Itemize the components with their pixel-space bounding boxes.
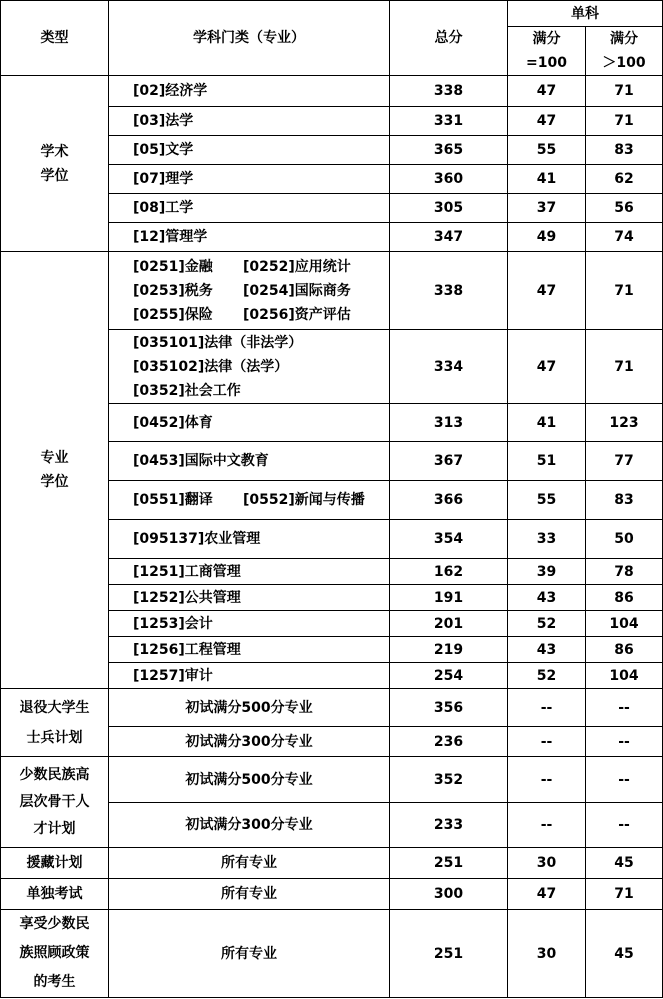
- scoregt100-cell: --: [586, 803, 663, 848]
- scoregt100-cell: 83: [586, 481, 663, 520]
- group-veteran: 退役大学生 士兵计划: [1, 689, 109, 757]
- total-cell: 360: [390, 165, 508, 194]
- total-cell: 338: [390, 76, 508, 107]
- table-row: [1, 76, 663, 107]
- scoregt100-cell: 78: [586, 559, 663, 585]
- scoregt100-cell: --: [586, 727, 663, 757]
- scoregt100-cell: 104: [586, 663, 663, 689]
- total-cell: 331: [390, 107, 508, 136]
- score100-cell: 43: [508, 637, 586, 663]
- score100-cell: 47: [508, 330, 586, 404]
- scoregt100-cell: 71: [586, 252, 663, 330]
- subject-cell: [05]文学: [109, 136, 390, 165]
- subject-cell: 初试满分300分专业: [109, 803, 390, 848]
- subject-cell: [03]法学: [109, 107, 390, 136]
- total-cell: 191: [390, 585, 508, 611]
- scoregt100-cell: 71: [586, 879, 663, 910]
- subject-cell: [1257]审计: [109, 663, 390, 689]
- scoregt100-cell: --: [586, 689, 663, 727]
- total-cell: 305: [390, 194, 508, 223]
- subject-cell: 所有专业: [109, 879, 390, 910]
- subject-cell: [1252]公共管理: [109, 585, 390, 611]
- total-cell: 313: [390, 404, 508, 442]
- table-row: [1, 848, 663, 879]
- group-policy: 享受少数民 族照顾政策 的考生: [1, 910, 109, 998]
- subject-cell: [1256]工程管理: [109, 637, 390, 663]
- total-cell: 162: [390, 559, 508, 585]
- subject-cell: 初试满分500分专业: [109, 689, 390, 727]
- subject-cell: 所有专业: [109, 848, 390, 879]
- total-cell: 367: [390, 442, 508, 481]
- subject-cell: 所有专业: [109, 910, 390, 998]
- score100-cell: 49: [508, 223, 586, 252]
- total-cell: 201: [390, 611, 508, 637]
- subject-cell: [08]工学: [109, 194, 390, 223]
- total-cell: 334: [390, 330, 508, 404]
- score100-cell: 33: [508, 520, 586, 559]
- group-independent: 单独考试: [1, 879, 109, 910]
- total-cell: 300: [390, 879, 508, 910]
- subject-cell: [0551]翻译 [0552]新闻与传播: [109, 481, 390, 520]
- group-professional: 专业 学位: [1, 252, 109, 689]
- subject-cell: 初试满分300分专业: [109, 727, 390, 757]
- score100-cell: 41: [508, 165, 586, 194]
- total-cell: 219: [390, 637, 508, 663]
- header-single: 单科: [508, 1, 663, 27]
- subject-cell: [0453]国际中文教育: [109, 442, 390, 481]
- score100-cell: 55: [508, 481, 586, 520]
- group-minority: 少数民族高 层次骨干人 才计划: [1, 757, 109, 848]
- scoregt100-cell: 71: [586, 76, 663, 107]
- scoregt100-cell: 71: [586, 107, 663, 136]
- total-cell: 251: [390, 848, 508, 879]
- subject-cell: [095137]农业管理: [109, 520, 390, 559]
- header-full100: 满分 =100: [508, 27, 586, 76]
- header-total: 总分: [390, 1, 508, 76]
- scoregt100-cell: 62: [586, 165, 663, 194]
- subject-cell: 初试满分500分专业: [109, 757, 390, 803]
- score100-cell: 52: [508, 663, 586, 689]
- scoregt100-cell: 86: [586, 585, 663, 611]
- scoregt100-cell: 104: [586, 611, 663, 637]
- score100-cell: --: [508, 803, 586, 848]
- subject-cell: [0452]体育: [109, 404, 390, 442]
- score100-cell: 43: [508, 585, 586, 611]
- total-cell: 236: [390, 727, 508, 757]
- score100-cell: 55: [508, 136, 586, 165]
- scoregt100-cell: 56: [586, 194, 663, 223]
- group-academic: 学术 学位: [1, 76, 109, 252]
- score100-cell: 37: [508, 194, 586, 223]
- score100-cell: --: [508, 727, 586, 757]
- score100-cell: 47: [508, 76, 586, 107]
- subject-cell: [07]理学: [109, 165, 390, 194]
- score100-cell: 52: [508, 611, 586, 637]
- subject-cell: [12]管理学: [109, 223, 390, 252]
- table-row: [1, 689, 663, 727]
- table-row: [1, 879, 663, 910]
- scoregt100-cell: 83: [586, 136, 663, 165]
- score100-cell: 30: [508, 910, 586, 998]
- scoregt100-cell: 77: [586, 442, 663, 481]
- scoregt100-cell: 45: [586, 848, 663, 879]
- subject-cell: [0251]金融 [0252]应用统计 [0253]税务 [0254]国际商务 [0255]保险 [0256]资产评估: [109, 252, 390, 330]
- scoregt100-cell: 50: [586, 520, 663, 559]
- total-cell: 338: [390, 252, 508, 330]
- score100-cell: --: [508, 689, 586, 727]
- scoregt100-cell: --: [586, 757, 663, 803]
- total-cell: 233: [390, 803, 508, 848]
- scoregt100-cell: 45: [586, 910, 663, 998]
- score100-cell: 39: [508, 559, 586, 585]
- subject-cell: [02]经济学: [109, 76, 390, 107]
- score100-cell: 47: [508, 252, 586, 330]
- table-row: [1, 910, 663, 998]
- scoregt100-cell: 86: [586, 637, 663, 663]
- score100-cell: 51: [508, 442, 586, 481]
- score100-cell: --: [508, 757, 586, 803]
- group-tibet: 援藏计划: [1, 848, 109, 879]
- subject-cell: [1253]会计: [109, 611, 390, 637]
- header-subject: 学科门类（专业）: [109, 1, 390, 76]
- score100-cell: 41: [508, 404, 586, 442]
- scoregt100-cell: 71: [586, 330, 663, 404]
- total-cell: 365: [390, 136, 508, 165]
- total-cell: 347: [390, 223, 508, 252]
- total-cell: 356: [390, 689, 508, 727]
- total-cell: 251: [390, 910, 508, 998]
- header-fullgt100: 满分 ＞100: [586, 27, 663, 76]
- scoregt100-cell: 123: [586, 404, 663, 442]
- table-row: [1, 252, 663, 330]
- score100-cell: 30: [508, 848, 586, 879]
- total-cell: 366: [390, 481, 508, 520]
- table-row: [1, 757, 663, 803]
- scoregt100-cell: 74: [586, 223, 663, 252]
- subject-cell: [1251]工商管理: [109, 559, 390, 585]
- score100-cell: 47: [508, 107, 586, 136]
- total-cell: 254: [390, 663, 508, 689]
- total-cell: 354: [390, 520, 508, 559]
- header-type: 类型: [1, 1, 109, 76]
- total-cell: 352: [390, 757, 508, 803]
- subject-cell: [035101]法律（非法学） [035102]法律（法学） [0352]社会工作: [109, 330, 390, 404]
- score100-cell: 47: [508, 879, 586, 910]
